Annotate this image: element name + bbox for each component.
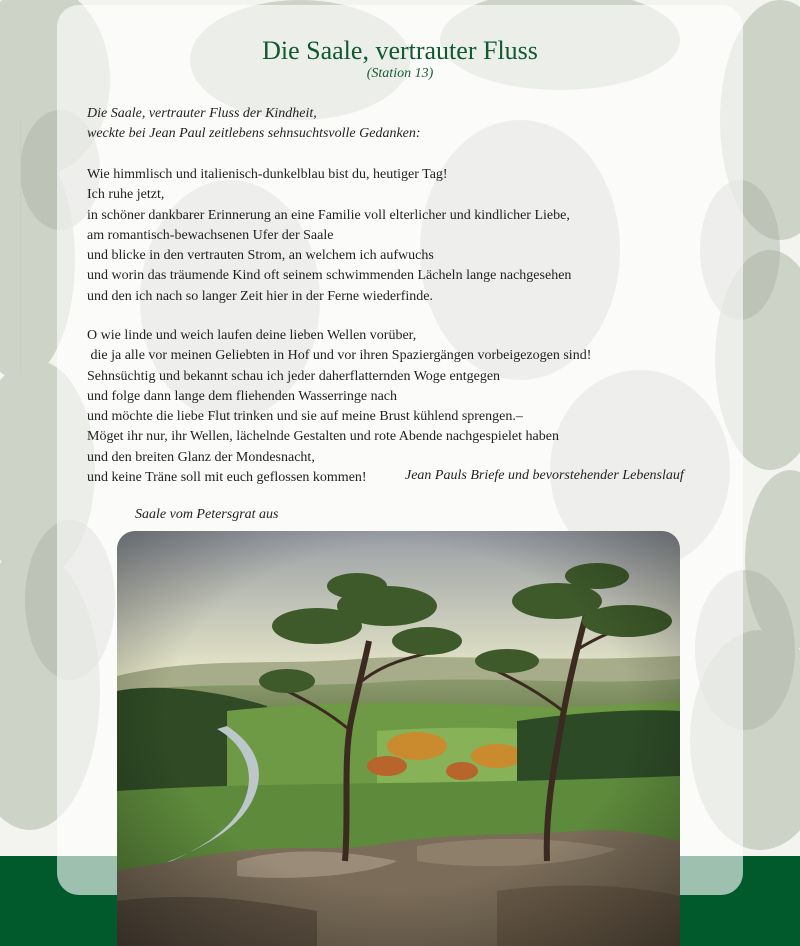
saale-valley-illustration <box>117 531 680 946</box>
poem-line: Möget ihr nur, ihr Wellen, lächelnde Gestalten und rote Abende nachgespielet haben <box>87 429 559 445</box>
poem-line: am romantisch-bewachsenen Ufer der Saale <box>87 227 334 243</box>
station-subtitle: (Station 13) <box>366 66 434 81</box>
poem-line: und worin das träumende Kind oft seinem schwimmenden Lächeln lange nachgesehen <box>87 268 572 284</box>
poem-line: und möchte die liebe Flut trinken und sie auf meine Brust kühlend sprengen.– <box>87 409 523 424</box>
photo-caption: Saale vom Petersgrat aus <box>135 507 279 522</box>
landscape-photo <box>117 531 680 946</box>
poem-line: und blicke in den vertrauten Strom, an welchem ich aufwuchs <box>87 248 434 263</box>
intro-line: weckte bei Jean Paul zeitlebens sehnsuchtsvolle Gedanken: <box>87 126 421 142</box>
poem-line: und den ich nach so langer Zeit hier in der Ferne wiederfinde. <box>87 288 433 304</box>
poem-line: und den breiten Glanz der Mondesnacht, <box>87 449 315 465</box>
poem-line: und folge dann lange dem fliehenden Wasserringe nach <box>87 388 398 404</box>
poem-line: O wie linde und weich laufen deine lieben Wellen vorüber, <box>87 328 417 343</box>
poem-stanza-2 <box>87 326 591 488</box>
poem-line: Ich ruhe jetzt, <box>87 187 165 203</box>
poem-line: Wie himmlisch und italienisch-dunkelblau bist du, heutiger Tag! <box>87 167 448 182</box>
poem-line: die ja alle vor meinen Geliebten in Hof und vor ihren Spaziergängen vorbeigezogen sind! <box>87 348 592 364</box>
poem-stanza-1 <box>87 165 571 307</box>
poem-line: und keine Träne soll mit euch geflossen kommen! <box>87 469 367 485</box>
intro-line: Die Saale, vertrauter Fluss der Kindheit, <box>87 106 317 121</box>
poem-line: Sehnsüchtig und bekannt schau ich jeder daherflatternden Woge entgegen <box>87 368 501 384</box>
intro-text <box>87 104 421 145</box>
page-title: Die Saale, vertrauter Fluss <box>262 36 538 65</box>
source-citation: Jean Pauls Briefe und bevorstehender Lebenslauf <box>405 468 684 483</box>
poem-line: in schöner dankbarer Erinnerung an eine Familie voll elterlicher und kindlicher Liebe, <box>87 207 570 223</box>
